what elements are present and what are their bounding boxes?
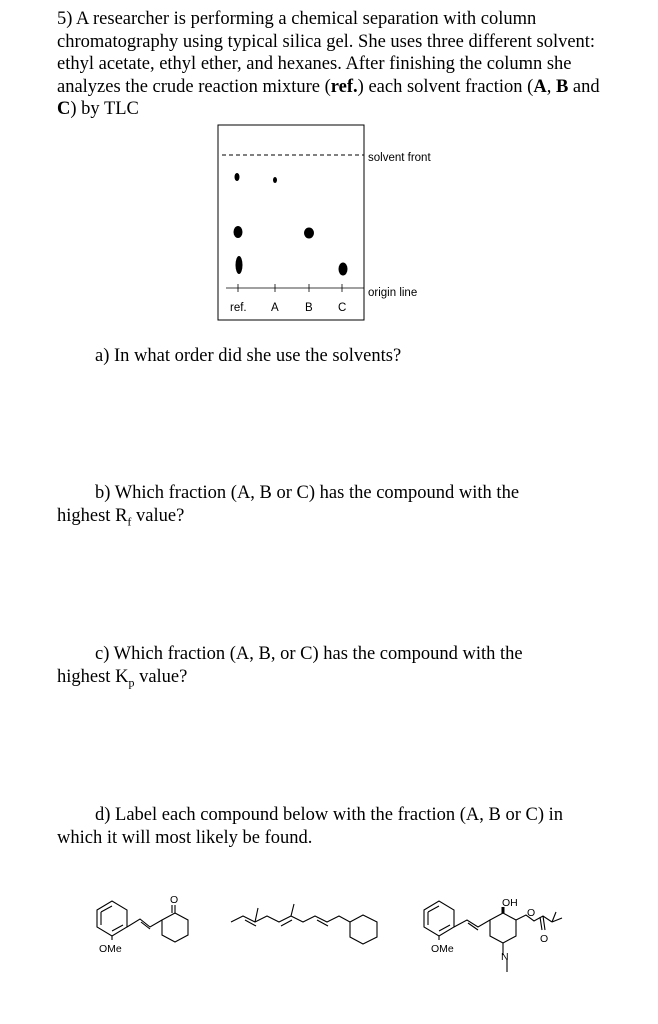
molecule-2: [231, 904, 377, 944]
molecule-structures: [0, 880, 658, 980]
molecule-3-carbonyl-o-label: O: [540, 933, 549, 945]
question-a: a) In what order did she use the solvents?: [95, 346, 402, 366]
solvent-front-label: solvent front: [368, 152, 431, 164]
molecule-3-n-label: N: [501, 951, 509, 963]
lane-label-b: B: [305, 302, 313, 314]
fraction-b-bold: B: [555, 76, 569, 97]
molecule-1-ome-label: OMe: [99, 943, 122, 955]
spot-ref-top: [235, 173, 240, 181]
molecule-3-oh-label: OH: [502, 897, 518, 909]
question-b: b) Which fraction (A, B or C) has the compound with the highest $R_f$ value?: [57, 483, 520, 529]
question-c: c) Which fraction (A, B, or C) has the compound with the highest $K_p$ value?: [57, 644, 523, 690]
ref-bold: ref.: [330, 76, 358, 97]
spot-a: [273, 177, 277, 183]
molecule-1: [97, 901, 188, 942]
lane-label-ref: ref.: [230, 302, 247, 314]
spot-ref-middle: [234, 226, 243, 238]
molecule-3-ome-label: OMe: [431, 943, 454, 955]
tlc-plate-diagram: [0, 0, 658, 340]
fraction-c-bold: C: [57, 99, 71, 119]
spot-b: [304, 228, 314, 239]
molecule-1-o-label: O: [170, 894, 179, 906]
fraction-a-bold: A: [533, 76, 547, 97]
spot-ref-bottom: [236, 256, 243, 274]
question-intro: A researcher is performing a chemical separation with column chromatography using typical silica gel. She uses three different solvent: ethyl acetate, ethyl ether, and hexanes. After finishing the column she analyzes the crude reaction mixture (: [57, 9, 596, 97]
lane-label-c: C: [338, 302, 347, 314]
molecule-3-ester-o-label: O: [527, 907, 536, 919]
question-5: 5) A researcher is performing a chemical separation with column chromatography using typical silica gel. She uses three different solvent: ethyl acetate, ethyl ether, and hexanes. After finishing the column she analyzes the crude reaction mixture (ref.) each solvent fraction (A, B and C) by TLC: [57, 9, 600, 119]
question-number: 5): [57, 9, 73, 29]
question-d: d) Label each compound below with the fraction (A, B or C) in which it will most likely be found.: [57, 805, 564, 848]
lane-label-a: A: [271, 302, 279, 314]
spot-c: [339, 263, 348, 276]
origin-line-label: origin line: [368, 287, 418, 299]
